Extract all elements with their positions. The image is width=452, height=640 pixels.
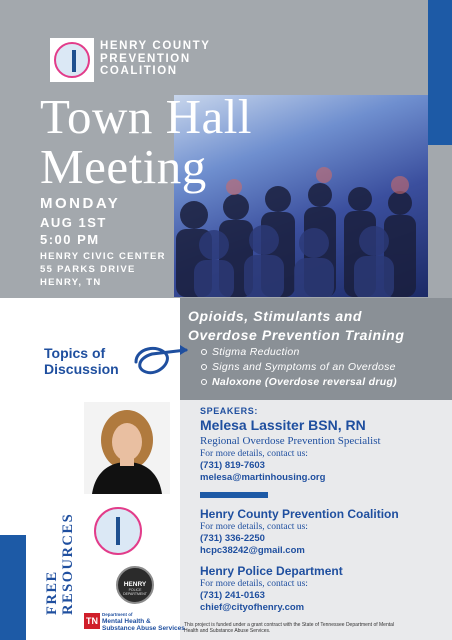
resource-org-contact: For more details, contact us: (731) 241-0163 chief@cityofhenry.com	[200, 579, 308, 613]
section-divider	[200, 492, 268, 498]
resource-org-name: Henry County Prevention Coalition	[200, 507, 399, 521]
circle-bullet-icon	[201, 364, 207, 370]
coalition-logo-icon	[94, 507, 142, 555]
resource-org-phone: (731) 241-0163	[200, 590, 265, 601]
topics-label: Topics of Discussion	[44, 345, 119, 377]
circle-bullet-icon	[201, 349, 207, 355]
circle-bullet-icon	[201, 379, 207, 385]
topic-item: Naloxone (Overdose reversal drug)	[212, 375, 397, 390]
speaker-portrait-icon	[84, 402, 170, 494]
event-time: 5:00 PM	[40, 232, 100, 247]
speaker-role: Regional Overdose Prevention Specialist	[200, 435, 381, 447]
topic-list	[212, 345, 397, 390]
resource-org-name: Henry Police Department	[200, 564, 343, 578]
speaker-phone: (731) 819-7603	[200, 460, 265, 471]
funding-note: This project is funded under a grant contract with the State of Tennessee Department of Mental Health and Substance Abuse Services.	[184, 622, 395, 634]
event-venue: HENRY CIVIC CENTER 55 PARKS DRIVE HENRY, TN	[40, 251, 166, 288]
event-day: MONDAY	[40, 195, 121, 212]
coalition-emblem-icon	[54, 42, 90, 78]
org-name: HENRY COUNTY PREVENTION COALITION	[100, 40, 211, 77]
coalition-logo-header	[50, 38, 94, 82]
free-resources-label: FREE RESOURCES	[44, 512, 76, 615]
speaker-contact: For more details, contact us: (731) 819-7603 melesa@martinhousing.org	[200, 449, 326, 483]
resource-org-email: hcpc38242@gmail.com	[200, 545, 305, 556]
topics-heading: Opioids, Stimulants and Overdose Prevention Training	[188, 308, 405, 343]
resource-org-contact: For more details, contact us: (731) 336-2250 hcpc38242@gmail.com	[200, 522, 308, 556]
topic-item: Stigma Reduction	[212, 345, 397, 360]
resource-org-email: chief@cityofhenry.com	[200, 602, 305, 613]
decorative-blue-strip-bottom	[0, 535, 26, 640]
resource-org-phone: (731) 336-2250	[200, 533, 265, 544]
speaker-email: melesa@martinhousing.org	[200, 472, 326, 483]
event-datetime	[40, 214, 107, 248]
swoosh-arrow-icon	[128, 340, 190, 380]
police-badge-icon: HENRY POLICE DEPARTMENT	[116, 566, 154, 604]
tn-department-name: Department of Mental Health & Substance Abuse Services	[102, 612, 185, 632]
speaker-name: Melesa Lassiter BSN, RN	[200, 417, 366, 433]
event-title: Town Hall Meeting	[40, 89, 253, 194]
speakers-label: SPEAKERS:	[200, 406, 258, 416]
tn-state-logo-icon: TN	[84, 613, 100, 629]
speaker-portrait	[84, 402, 170, 494]
decorative-blue-strip-top	[428, 0, 452, 145]
event-date: AUG 1ST	[40, 215, 107, 230]
topic-item: Signs and Symptoms of an Overdose	[212, 360, 397, 375]
